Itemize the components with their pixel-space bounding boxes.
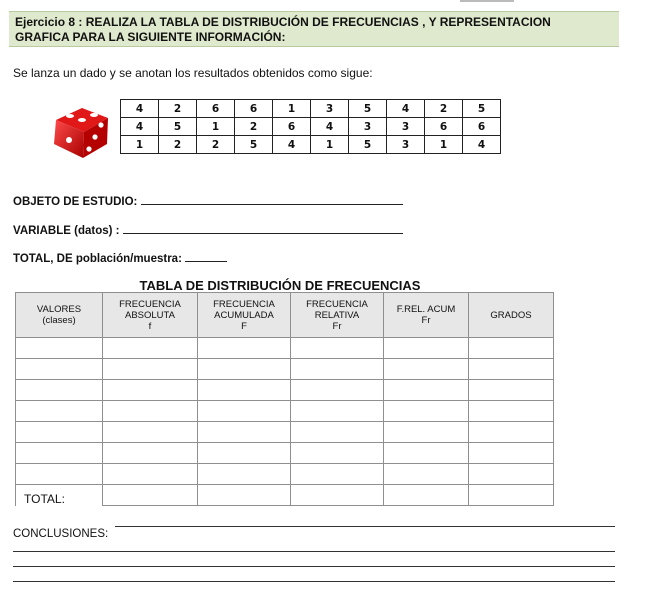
total-blank[interactable] (185, 250, 227, 262)
table-cell[interactable] (384, 464, 469, 485)
conclusion-line-4[interactable] (13, 581, 615, 582)
dice-cell: 1 (197, 118, 235, 136)
table-cell[interactable] (198, 380, 291, 401)
table-cell[interactable] (103, 359, 198, 380)
table-cell[interactable] (103, 380, 198, 401)
total-cell[interactable] (291, 485, 384, 506)
dice-row (121, 118, 501, 136)
page-top-mark (460, 0, 514, 2)
dice-cell: 5 (235, 136, 273, 154)
table-cell[interactable] (16, 359, 103, 380)
table-cell[interactable] (384, 443, 469, 464)
dice-cell: 2 (159, 100, 197, 118)
dice-cell: 3 (311, 100, 349, 118)
dice-cell: 2 (235, 118, 273, 136)
table-cell[interactable] (103, 443, 198, 464)
header-frecuencia-relativa: FRECUENCIA RELATIVA Fr (291, 293, 384, 338)
header-valores: VALORES (clases) (16, 293, 103, 338)
dice-cell: 5 (159, 118, 197, 136)
dice-cell: 1 (273, 100, 311, 118)
variable-label: VARIABLE (datos) : (13, 225, 120, 237)
conclusions-label: CONCLUSIONES: (13, 528, 109, 540)
dice-cell: 3 (387, 136, 425, 154)
dice-cell: 4 (311, 118, 349, 136)
total-row (16, 485, 554, 506)
table-row (16, 401, 554, 422)
table-row (16, 359, 554, 380)
dice-results-table (120, 99, 501, 154)
dice-cell: 1 (425, 136, 463, 154)
dice-cell: 4 (121, 118, 159, 136)
table-cell[interactable] (103, 401, 198, 422)
table-cell[interactable] (469, 464, 554, 485)
table-cell[interactable] (384, 359, 469, 380)
table-cell[interactable] (469, 338, 554, 359)
total-cell[interactable] (103, 485, 198, 506)
conclusions-field (13, 528, 108, 540)
table-row (16, 443, 554, 464)
dice-cell: 2 (159, 136, 197, 154)
dice-icon (50, 102, 112, 160)
table-cell[interactable] (291, 359, 384, 380)
dice-cell: 1 (311, 136, 349, 154)
variable-field (13, 222, 403, 237)
table-cell[interactable] (384, 422, 469, 443)
table-cell[interactable] (16, 380, 103, 401)
table-cell[interactable] (384, 401, 469, 422)
total-cell[interactable] (198, 485, 291, 506)
table-row (16, 464, 554, 485)
frequency-table (15, 292, 554, 506)
dice-cell: 6 (273, 118, 311, 136)
objeto-blank[interactable] (141, 193, 403, 205)
dice-cell: 4 (121, 100, 159, 118)
dice-cell: 1 (121, 136, 159, 154)
objeto-field (13, 193, 403, 208)
table-cell[interactable] (384, 338, 469, 359)
dice-cell: 4 (273, 136, 311, 154)
header-frel-acum: F.REL. ACUM Fr (384, 293, 469, 338)
dice-cell: 4 (463, 136, 501, 154)
header-frecuencia-acumulada: FRECUENCIA ACUMULADA F (198, 293, 291, 338)
table-cell[interactable] (16, 338, 103, 359)
conclusion-line-2[interactable] (13, 551, 615, 552)
table-cell[interactable] (291, 464, 384, 485)
dice-cell: 5 (349, 136, 387, 154)
dice-cell: 4 (387, 100, 425, 118)
table-cell[interactable] (469, 422, 554, 443)
table-cell[interactable] (103, 338, 198, 359)
table-cell[interactable] (16, 464, 103, 485)
dice-row (121, 100, 501, 118)
table-cell[interactable] (469, 380, 554, 401)
header-frecuencia-absoluta: FRECUENCIA ABSOLUTA f (103, 293, 198, 338)
dice-cell: 6 (235, 100, 273, 118)
table-cell[interactable] (291, 338, 384, 359)
exercise-header (9, 11, 619, 47)
exercise-title-line1: Ejercicio 8 : REALIZA LA TABLA DE DISTRIBUCIÓN DE FRECUENCIAS , Y REPRESENTACION (15, 15, 551, 29)
table-cell[interactable] (16, 401, 103, 422)
table-cell[interactable] (198, 359, 291, 380)
table-cell[interactable] (469, 359, 554, 380)
table-cell[interactable] (198, 401, 291, 422)
dice-cell: 2 (425, 100, 463, 118)
table-cell[interactable] (469, 443, 554, 464)
dice-cell: 5 (349, 100, 387, 118)
variable-blank[interactable] (123, 222, 403, 234)
dice-cell: 3 (349, 118, 387, 136)
header-grados: GRADOS (469, 293, 554, 338)
total-label: TOTAL, DE población/muestra: (13, 253, 182, 265)
table-cell[interactable] (103, 464, 198, 485)
table-cell[interactable] (198, 422, 291, 443)
table-cell[interactable] (291, 422, 384, 443)
conclusion-line-3[interactable] (13, 566, 615, 567)
table-cell[interactable] (384, 380, 469, 401)
freq-table-title: TABLA DE DISTRIBUCIÓN DE FRECUENCIAS (139, 278, 421, 293)
intro-text: Se lanza un dado y se anotan los resultados obtenidos como sigue: (13, 66, 373, 80)
table-cell[interactable] (291, 443, 384, 464)
table-cell[interactable] (16, 443, 103, 464)
table-row (16, 422, 554, 443)
table-cell[interactable] (103, 422, 198, 443)
dice-cell: 6 (425, 118, 463, 136)
dice-cell: 6 (197, 100, 235, 118)
total-row-label: TOTAL: (16, 485, 103, 506)
table-row (16, 380, 554, 401)
conclusion-line-1[interactable] (115, 526, 615, 527)
table-cell[interactable] (469, 401, 554, 422)
total-cell[interactable] (469, 485, 554, 506)
dice-cell: 6 (463, 118, 501, 136)
table-row (16, 338, 554, 359)
dice-row (121, 136, 501, 154)
exercise-title-line2: GRAFICA PARA LA SIGUIENTE INFORMACIÓN: (15, 30, 286, 44)
dice-cell: 5 (463, 100, 501, 118)
table-cell[interactable] (16, 422, 103, 443)
total-cell[interactable] (384, 485, 469, 506)
table-cell[interactable] (198, 464, 291, 485)
dice-cell: 2 (197, 136, 235, 154)
objeto-label: OBJETO DE ESTUDIO: (13, 196, 138, 208)
table-cell[interactable] (198, 443, 291, 464)
table-cell[interactable] (291, 380, 384, 401)
table-cell[interactable] (198, 338, 291, 359)
table-cell[interactable] (291, 401, 384, 422)
dice-cell: 3 (387, 118, 425, 136)
total-field (13, 250, 227, 265)
